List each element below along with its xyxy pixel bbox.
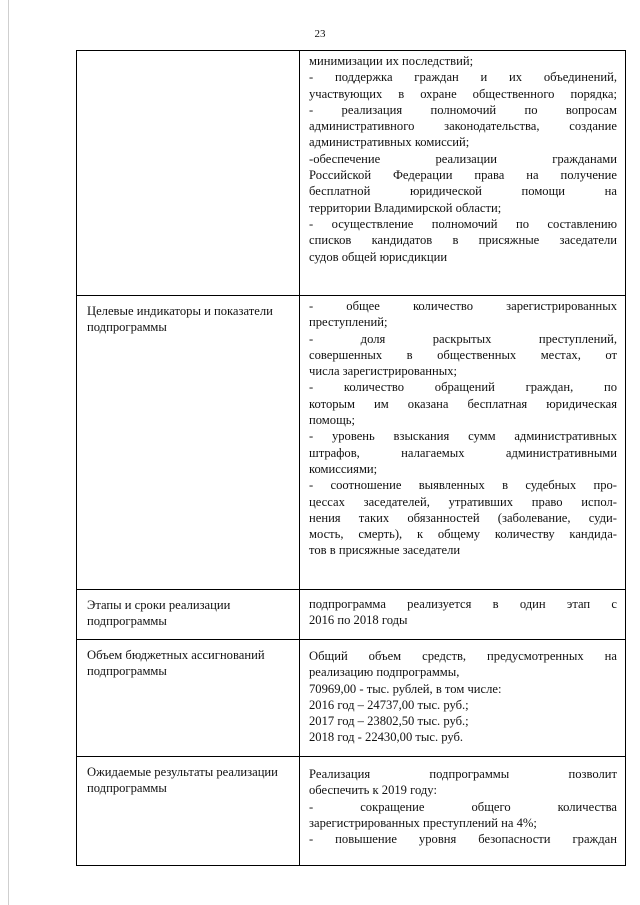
value-text-line: тов в присяжные заседатели [309, 543, 461, 558]
value-text-line: 2016 год – 24737,00 тыс. руб.; [309, 697, 469, 712]
value-text-line: обеспечить к 2019 году: [309, 783, 437, 798]
value-text-line: - соотношение выявленных в судебных про- [309, 478, 617, 493]
row-value-cell [300, 757, 626, 866]
page-number: 23 [314, 28, 326, 40]
value-text-line: штрафов, налагаемых административными [309, 445, 617, 460]
value-text-line: Реализация подпрограммы позволит [309, 767, 617, 781]
value-text-line: судов общей юрисдикции [309, 249, 448, 264]
value-text-line: - общее количество зарегистрированных [309, 299, 617, 313]
value-text-line: участвующих в охране общественного порядка; [309, 86, 617, 101]
value-text-line: зарегистрированных преступлений на 4%; [309, 815, 537, 830]
value-text-line: нения таких обязанностей (заболевание, суди- [309, 510, 617, 525]
value-text-line: совершенных в общественных местах, от [309, 347, 617, 362]
value-text-line: - количество обращений граждан, по [309, 380, 617, 395]
row-label-cell [77, 51, 300, 296]
value-text-line: административного законодательства, создание [309, 119, 617, 134]
value-text-line: - осуществление полномочий по составлению [309, 216, 617, 231]
value-text-line: административных комиссий; [309, 135, 470, 150]
row-label-cell: Целевые индикаторы и показатели подпрограммы [77, 296, 300, 590]
value-text-line: 70969,00 - тыс. рублей, в том числе: [309, 681, 502, 696]
table-row [77, 640, 626, 757]
value-text-line: бесплатной юридической помощи на [309, 184, 617, 199]
table-row [77, 590, 626, 640]
value-text-line: которым им оказана бесплатная юридическая [309, 396, 617, 411]
value-text-line: преступлений; [309, 315, 388, 330]
row-value-cell [300, 296, 626, 590]
table-row [77, 757, 626, 866]
value-text-line: минимизации их последствий; [309, 54, 474, 68]
table-row [77, 296, 626, 590]
value-text-line: - уровень взыскания сумм административных [309, 429, 617, 444]
value-text-line: - повышение уровня безопасности граждан [309, 832, 617, 847]
value-text-line: реализацию подпрограммы, [309, 665, 460, 680]
row-label-cell: Объем бюджетных ассигнований подпрограммы [77, 640, 300, 757]
value-text-line: комиссиями; [309, 461, 378, 476]
row-value-cell [300, 590, 626, 640]
value-text-line: 2017 год – 23802,50 тыс. руб.; [309, 714, 469, 729]
value-text-line: числа зарегистрированных; [309, 364, 458, 379]
value-text-line: 2016 по 2018 годы [309, 613, 408, 628]
row-value-cell [300, 51, 626, 296]
value-text-line: -обеспечение реализации гражданами [309, 151, 617, 166]
value-text-line: цессах заседателей, утративших право испол- [309, 494, 617, 509]
value-text-line: мость, смерть), к общему количеству кандида- [309, 527, 617, 542]
value-text-line: - доля раскрытых преступлений, [309, 331, 617, 346]
value-text-line: 2018 год - 22430,00 тыс. руб. [309, 730, 464, 745]
row-label-cell: Этапы и сроки реализации подпрограммы [77, 590, 300, 640]
value-text-line: - поддержка граждан и их объединений, [309, 70, 617, 85]
table-row [77, 51, 626, 296]
value-text-line: территории Владимирской области; [309, 200, 502, 215]
value-text-line: - реализация полномочий по вопросам [309, 102, 617, 117]
value-text-line: Общий объем средств, предусмотренных на [309, 649, 617, 663]
row-value-cell [300, 640, 626, 757]
scan-edge-line [8, 0, 9, 905]
passport-table [76, 50, 626, 866]
row-label-cell: Ожидаемые результаты реализации подпрограммы [77, 757, 300, 866]
value-text-line: - сокращение общего количества [309, 799, 617, 814]
value-text-line: помощь; [309, 413, 356, 428]
value-text-line: списков кандидатов в присяжные заседатели [309, 233, 617, 248]
value-text-line: подпрограмма реализуется в один этап с [309, 597, 617, 611]
value-text-line: Российской Федерации права на получение [309, 168, 617, 183]
